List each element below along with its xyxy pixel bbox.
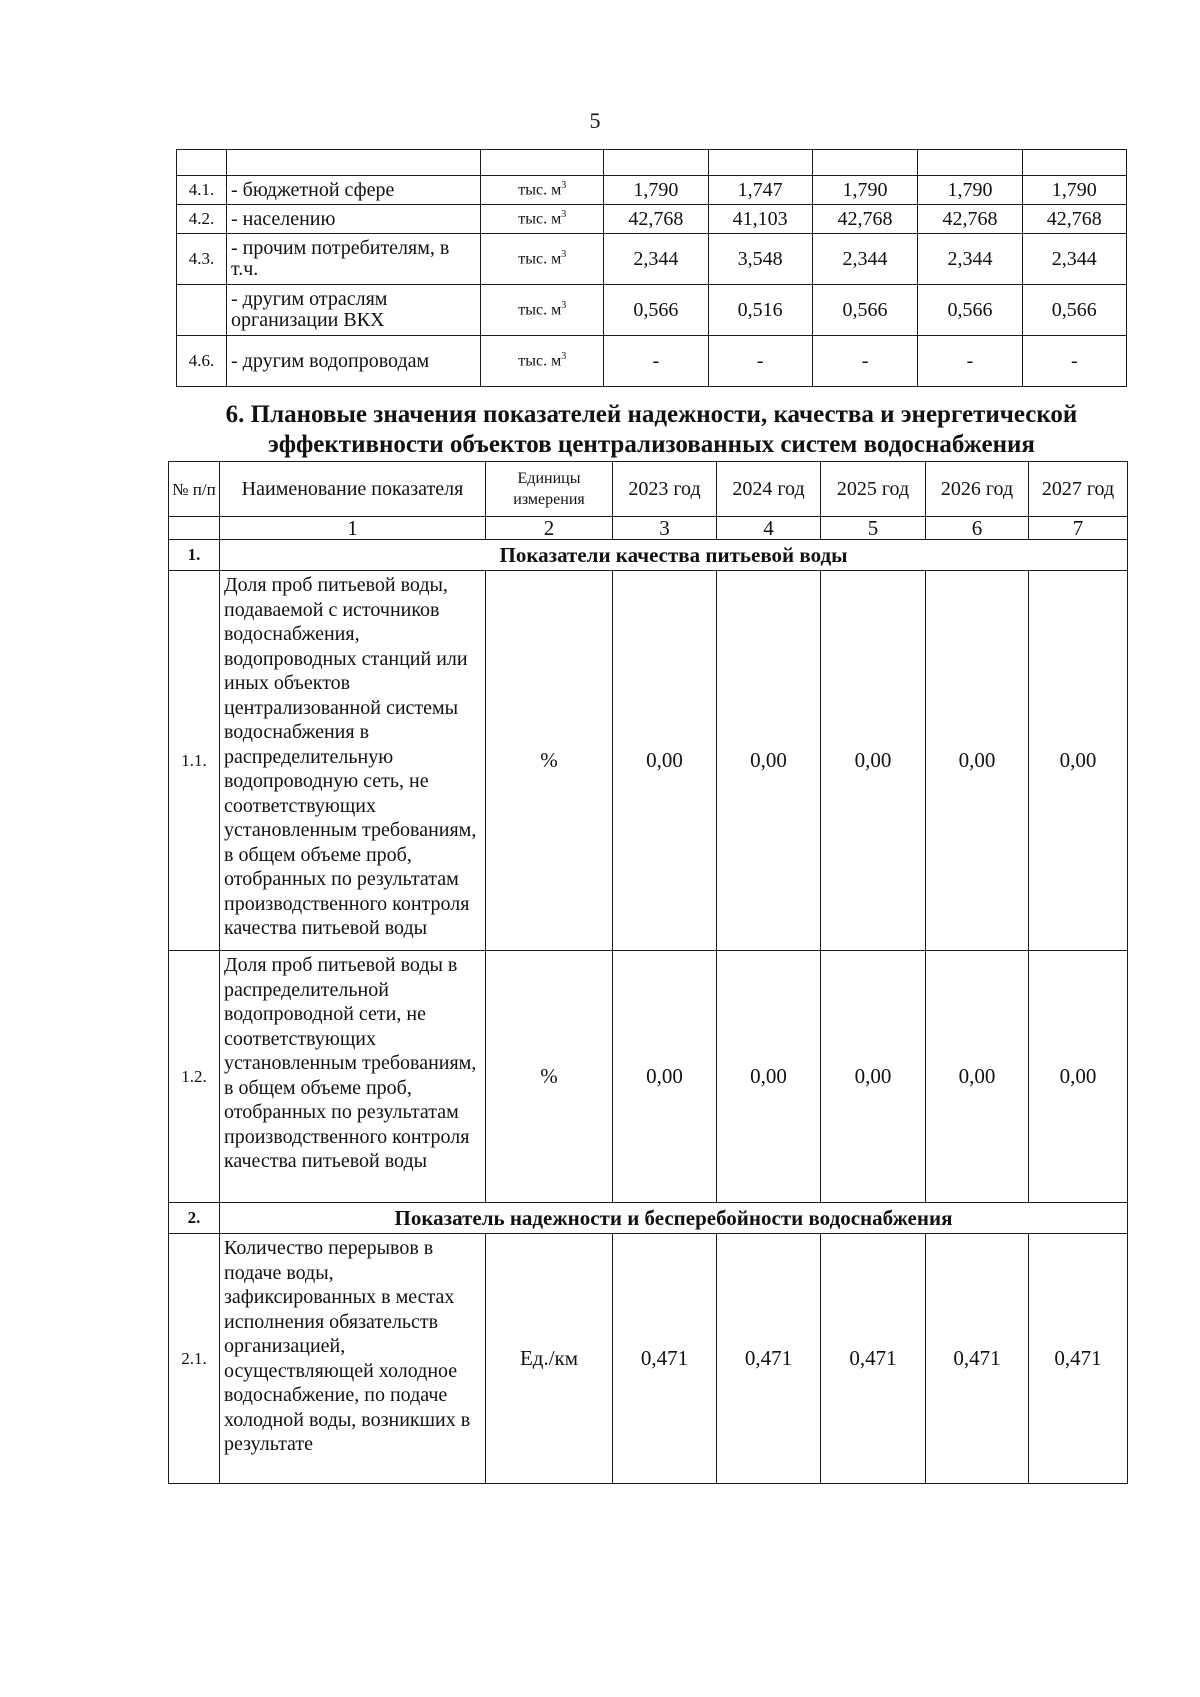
- blank-header-row: [177, 150, 1127, 176]
- row-number: 1.2.: [169, 951, 220, 1203]
- column-number: 3: [613, 517, 717, 540]
- header-num: № п/п: [169, 462, 220, 517]
- value-cell: 0,00: [821, 951, 926, 1203]
- consumption-table: [176, 149, 1127, 387]
- row-name: - другим водопроводам: [227, 336, 481, 387]
- table-row: [177, 234, 1127, 285]
- value-cell: 0,00: [613, 571, 717, 951]
- header-year: 2026 год: [926, 462, 1029, 517]
- row-unit: тыс. $м^3$: [481, 205, 604, 234]
- header-unit: Единицы измерения: [486, 462, 613, 517]
- column-number-row: [169, 517, 1128, 540]
- value-cell: -: [812, 336, 917, 387]
- value-cell: 0,471: [926, 1234, 1029, 1484]
- value-cell: 0,566: [1022, 285, 1126, 336]
- value-cell: 0,00: [717, 951, 821, 1203]
- value-cell: 2,344: [1022, 234, 1126, 285]
- section-number: 2.: [169, 1203, 220, 1234]
- table-row: [177, 176, 1127, 205]
- value-cell: 2,344: [812, 234, 917, 285]
- header-year: 2023 год: [613, 462, 717, 517]
- row-number: 4.1.: [177, 176, 227, 205]
- table-row: [169, 951, 1128, 1203]
- value-cell: 0,00: [926, 951, 1029, 1203]
- row-unit: %: [486, 951, 613, 1203]
- value-cell: 0,471: [821, 1234, 926, 1484]
- value-cell: 0,566: [918, 285, 1022, 336]
- row-name: - прочим потребителям, в т.ч.: [227, 234, 481, 285]
- value-cell: 0,471: [613, 1234, 717, 1484]
- row-number: [177, 285, 227, 336]
- value-cell: 0,566: [812, 285, 917, 336]
- value-cell: 1,747: [708, 176, 812, 205]
- value-cell: 1,790: [1022, 176, 1126, 205]
- table-row: [177, 336, 1127, 387]
- row-name: Доля проб питьевой воды в распределительной водопроводной сети, не соответствующих установленным требованиям, в общем объеме проб, отобранных по результатам производственного контроля качества питьевой воды: [220, 951, 486, 1203]
- row-unit: %: [486, 571, 613, 951]
- row-name: Количество перерывов в подаче воды, зафиксированных в местах исполнения обязательств организацией, осуществляющей холодное водоснабжение, по подаче холодной воды, возникших в результате: [220, 1234, 486, 1484]
- value-cell: 3,548: [708, 234, 812, 285]
- section-number: 1.: [169, 540, 220, 571]
- table-row: [177, 205, 1127, 234]
- header-row: [169, 462, 1128, 517]
- value-cell: 0,00: [613, 951, 717, 1203]
- value-cell: 42,768: [1022, 205, 1126, 234]
- value-cell: 0,00: [926, 571, 1029, 951]
- section-title: Показатель надежности и бесперебойности водоснабжения: [220, 1203, 1128, 1234]
- row-number: 4.3.: [177, 234, 227, 285]
- row-unit: тыс. $м^3$: [481, 336, 604, 387]
- table-row: [177, 285, 1127, 336]
- value-cell: 0,00: [821, 571, 926, 951]
- value-cell: 42,768: [604, 205, 708, 234]
- value-cell: -: [918, 336, 1022, 387]
- table-row: [169, 1234, 1128, 1484]
- value-cell: 0,00: [1029, 571, 1128, 951]
- column-number: 7: [1029, 517, 1128, 540]
- value-cell: 42,768: [918, 205, 1022, 234]
- header-year: 2025 год: [821, 462, 926, 517]
- column-number: 1: [220, 517, 486, 540]
- value-cell: -: [604, 336, 708, 387]
- header-year: 2027 год: [1029, 462, 1128, 517]
- column-number: 2: [486, 517, 613, 540]
- column-number: 4: [717, 517, 821, 540]
- row-name: - другим отраслям организации ВКХ: [227, 285, 481, 336]
- row-unit: Ед./км: [486, 1234, 613, 1484]
- page-number: 5: [589, 108, 601, 133]
- section-title: Показатели качества питьевой воды: [220, 540, 1128, 571]
- row-unit: тыс. $м^3$: [481, 285, 604, 336]
- value-cell: 2,344: [604, 234, 708, 285]
- value-cell: 0,00: [1029, 951, 1128, 1203]
- value-cell: 0,566: [604, 285, 708, 336]
- row-unit: тыс. $м^3$: [481, 234, 604, 285]
- row-name: - бюджетной сфере: [227, 176, 481, 205]
- row-unit: тыс. $м^3$: [481, 176, 604, 205]
- section-row: [169, 540, 1128, 571]
- header-name: Наименование показателя: [220, 462, 486, 517]
- column-number: [169, 517, 220, 540]
- value-cell: 0,00: [717, 571, 821, 951]
- value-cell: 1,790: [604, 176, 708, 205]
- value-cell: -: [1022, 336, 1126, 387]
- column-number: 5: [821, 517, 926, 540]
- header-year: 2024 год: [717, 462, 821, 517]
- row-name: Доля проб питьевой воды, подаваемой с источников водоснабжения, водопроводных станций или иных объектов централизованной системы водоснабжения в распределительную водопроводную сеть, не соответствующих установленным требованиям, в общем объеме проб, отобранных по результатам производственного контроля качества питьевой воды: [220, 571, 486, 951]
- value-cell: -: [708, 336, 812, 387]
- row-number: 4.2.: [177, 205, 227, 234]
- indicators-table: [168, 461, 1128, 1484]
- value-cell: 0,516: [708, 285, 812, 336]
- row-number: 4.6.: [177, 336, 227, 387]
- table-row: [169, 571, 1128, 951]
- value-cell: 0,471: [1029, 1234, 1128, 1484]
- row-number: 1.1.: [169, 571, 220, 951]
- row-number: 2.1.: [169, 1234, 220, 1484]
- section-heading: 6. Плановые значения показателей надежности, качества и энергетической эффективности объектов централизованных систем водоснабжения: [225, 401, 1078, 458]
- value-cell: 0,471: [717, 1234, 821, 1484]
- value-cell: 2,344: [918, 234, 1022, 285]
- value-cell: 41,103: [708, 205, 812, 234]
- value-cell: 1,790: [918, 176, 1022, 205]
- row-name: - населению: [227, 205, 481, 234]
- value-cell: 1,790: [812, 176, 917, 205]
- column-number: 6: [926, 517, 1029, 540]
- section-row: [169, 1203, 1128, 1234]
- value-cell: 42,768: [812, 205, 917, 234]
